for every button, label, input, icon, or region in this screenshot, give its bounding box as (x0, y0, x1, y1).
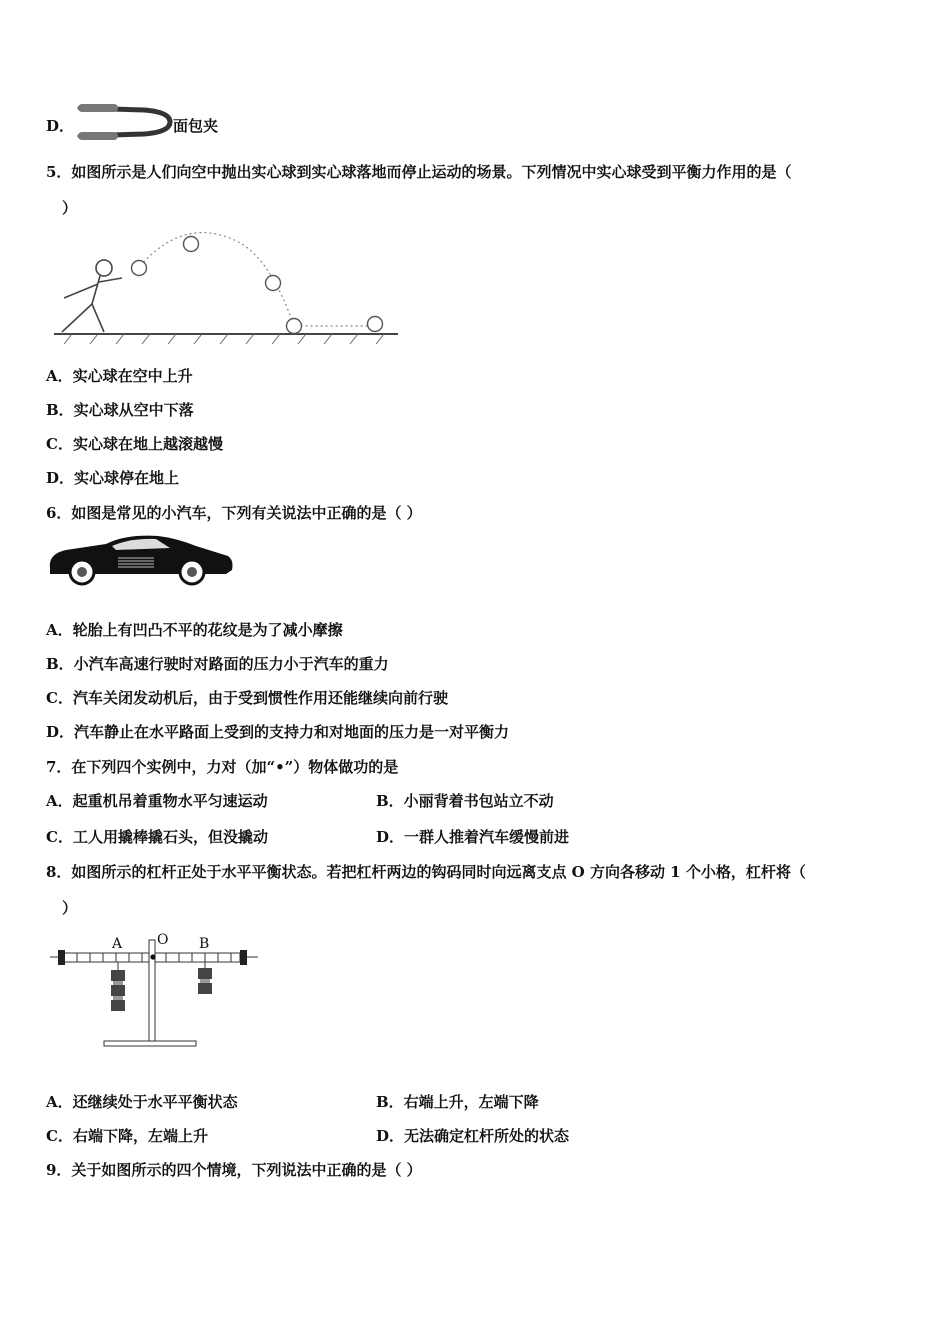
lever-figure (48, 928, 262, 1054)
q7-option-d[interactable]: D．一群人推着汽车缓慢前进 (376, 828, 570, 846)
q8-option-a[interactable]: A．还继续处于水平平衡状态 (46, 1093, 238, 1111)
thrown-ball-figure (52, 228, 402, 348)
q6-option-d[interactable]: D．汽车静止在水平路面上受到的支持力和对地面的压力是一对平衡力 (46, 723, 510, 741)
q7-option-c[interactable]: C．工人用撬棒撬石头，但没撬动 (46, 828, 268, 846)
q4-option-d-letter: D． (46, 117, 75, 135)
q7-option-a[interactable]: A．起重机吊着重物水平匀速运动 (46, 792, 268, 810)
q5-option-a[interactable]: A．实心球在空中上升 (46, 367, 193, 385)
q8-option-c[interactable]: C．右端下降，左端上升 (46, 1127, 208, 1145)
lever-label-a: A (112, 936, 123, 952)
q6-option-c[interactable]: C．汽车关闭发动机后，由于受到惯性作用还能继续向前行驶 (46, 689, 448, 707)
q4-option-d-text: 面包夹 (173, 117, 219, 135)
q6-stem: 6．如图是常见的小汽车，下列有关说法中正确的是（ ） (46, 504, 422, 522)
q5-option-c[interactable]: C．实心球在地上越滚越慢 (46, 435, 223, 453)
q5-option-d[interactable]: D．实心球停在地上 (46, 469, 180, 487)
q5-stem: 5．如图所示是人们向空中抛出实心球到实心球落地而停止运动的场景。下列情况中实心球受到平衡力作用的是（ (46, 163, 792, 181)
q6-option-a[interactable]: A．轮胎上有凹凸不平的花纹是为了减小摩擦 (46, 621, 343, 639)
bread-clip-icon (74, 100, 174, 144)
lever-label-o: O (157, 932, 169, 948)
q8-option-d[interactable]: D．无法确定杠杆所处的状态 (376, 1127, 570, 1145)
q5-option-b[interactable]: B．实心球从空中下落 (46, 401, 194, 419)
q7-option-b[interactable]: B．小丽背着书包站立不动 (376, 792, 554, 810)
q6-option-b[interactable]: B．小汽车高速行驶时对路面的压力小于汽车的重力 (46, 655, 389, 673)
q9-stem: 9．关于如图所示的四个情境，下列说法中正确的是（ ） (46, 1161, 422, 1179)
lever-label-b: B (199, 936, 210, 952)
q7-stem: 7．在下列四个实例中，力对（加“•”）物体做功的是 (46, 758, 399, 776)
sports-car-figure (46, 530, 236, 586)
q5-stem-end: ） (62, 199, 78, 217)
q8-option-b[interactable]: B．右端上升，左端下降 (376, 1093, 539, 1111)
q8-stem: 8．如图所示的杠杆正处于水平平衡状态。若把杠杆两边的钩码同时向远离支点 O 方向各移动 1 个小格，杠杆将（ (46, 863, 806, 881)
q8-stem-end: ） (62, 899, 78, 917)
